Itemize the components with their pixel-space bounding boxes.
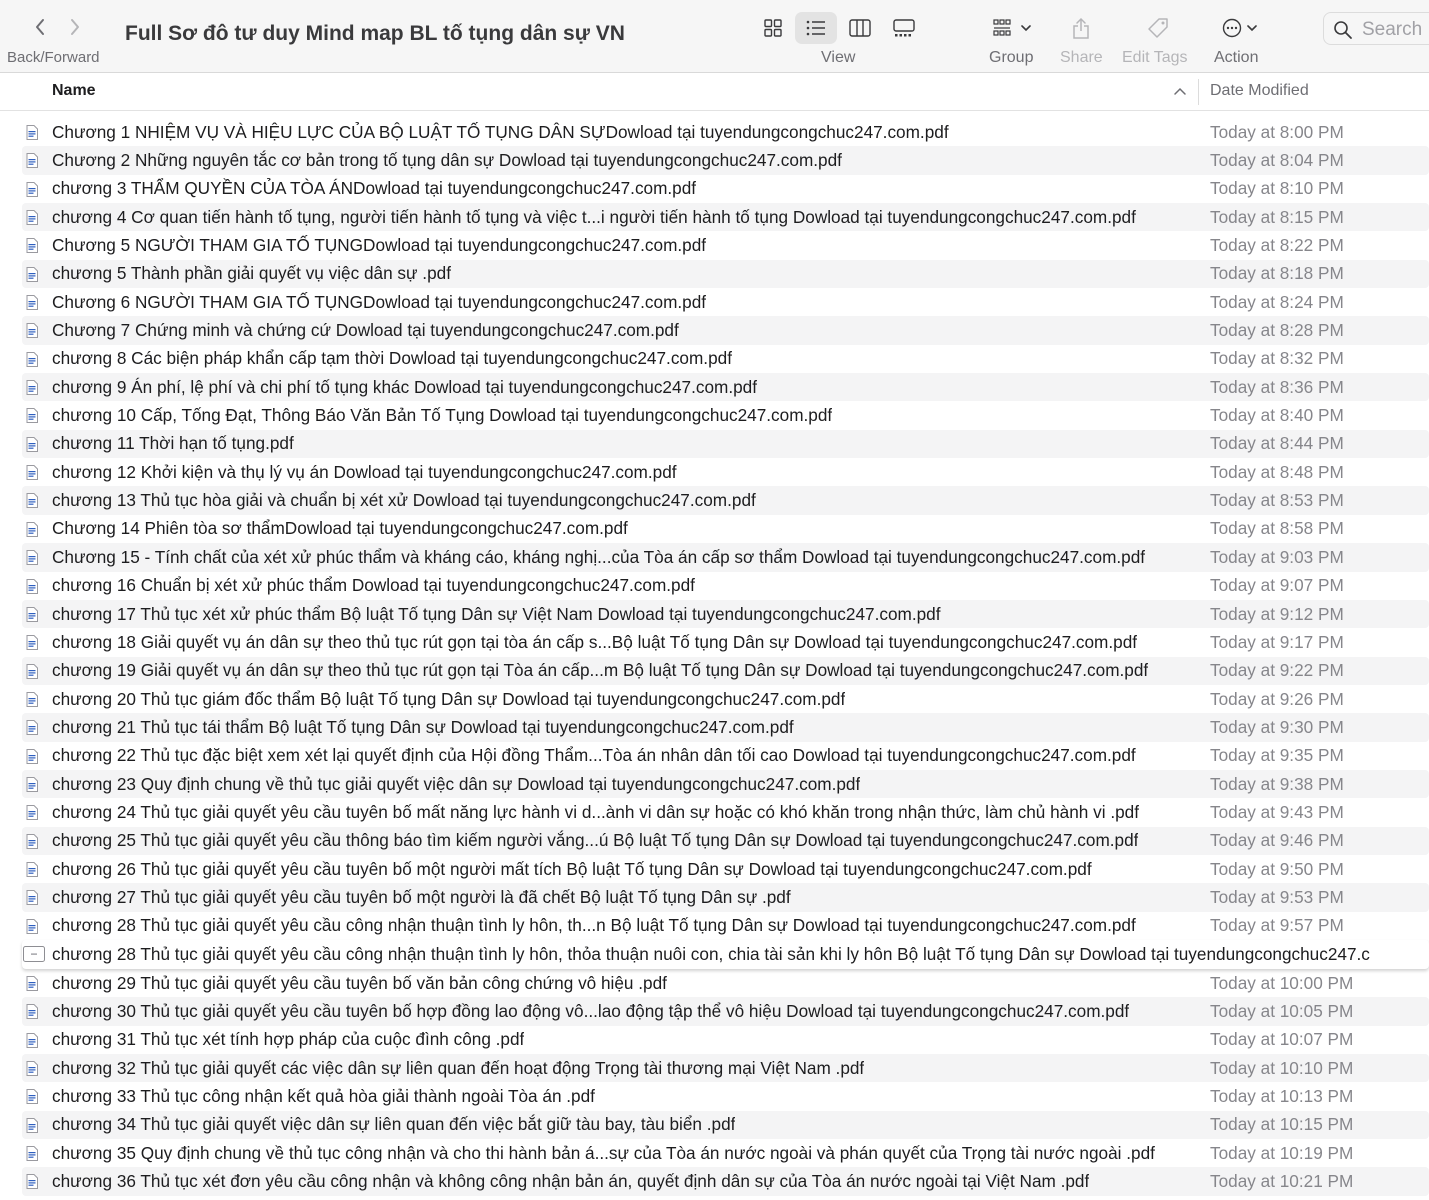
- file-row[interactable]: [22, 969, 1429, 997]
- ellipsis-circle-icon: [1222, 18, 1242, 38]
- file-name: chương 19 Giải quyết vụ án dân sự theo thủ tục rút gọn tại Tòa án cấp...m Bộ luật Tố tụng Dân sự Dowload tại tuyendungcongchuc247.com.pdf: [52, 660, 1149, 681]
- file-date-modified: Today at 9:43 PM: [1210, 801, 1344, 822]
- file-row[interactable]: [22, 1167, 1429, 1195]
- pdf-file-icon: [26, 579, 38, 594]
- file-date-modified: Today at 9:26 PM: [1210, 688, 1344, 709]
- file-name: chương 30 Thủ tục giải quyết yêu cầu tuyên bố hợp đồng lao động vô...lao động tập thể vô hiệu Dowload tại tuyendungcongchuc247.com.pdf: [52, 1000, 1130, 1021]
- search-icon: [1333, 20, 1353, 40]
- file-name: Chương 2 Những nguyên tắc cơ bản trong tố tụng dân sự Dowload tại tuyendungcongchuc247.com.pdf: [52, 150, 842, 171]
- pdf-file-icon: [26, 550, 38, 565]
- pdf-file-icon: [26, 1089, 38, 1104]
- gallery-icon: [893, 19, 915, 37]
- column-divider[interactable]: [1198, 79, 1199, 105]
- file-row[interactable]: [22, 997, 1429, 1025]
- file-date-modified: Today at 10:13 PM: [1210, 1086, 1354, 1107]
- action-caption: Action: [1214, 49, 1259, 66]
- file-name: chương 24 Thủ tục giải quyết yêu cầu tuyên bố mất năng lực hành vi d...ành vi dân sự hoặc có khó khăn trong nhận thức, làm chủ hành vi .pdf: [52, 801, 1139, 822]
- pdf-file-icon: [26, 919, 38, 934]
- file-date-modified: Today at 10:15 PM: [1210, 1114, 1354, 1135]
- file-date-modified: Today at 8:18 PM: [1210, 263, 1344, 284]
- pdf-file-icon: [26, 408, 38, 423]
- pdf-file-icon: [26, 238, 38, 253]
- file-date-modified: Today at 8:58 PM: [1210, 518, 1344, 539]
- pdf-file-icon: [26, 862, 38, 877]
- file-row[interactable]: [22, 175, 1429, 203]
- group-button[interactable]: [988, 12, 1036, 44]
- file-row[interactable]: [22, 146, 1429, 174]
- file-name: chương 32 Thủ tục giải quyết các việc dân sự liên quan đến hoạt động Trọng tài thương mại Việt Nam .pdf: [52, 1057, 865, 1078]
- search-field[interactable]: [1323, 12, 1429, 45]
- pdf-file-icon: [26, 635, 38, 650]
- file-date-modified: Today at 8:44 PM: [1210, 433, 1344, 454]
- pdf-file-icon: [26, 1061, 38, 1076]
- file-row[interactable]: [22, 940, 1429, 969]
- view-caption: View: [821, 49, 856, 66]
- file-row[interactable]: [22, 118, 1429, 146]
- file-row[interactable]: [22, 657, 1429, 685]
- name-column-header[interactable]: Name: [52, 82, 96, 99]
- file-name: chương 22 Thủ tục đặc biệt xem xét lại quyết định của Hội đồng Thẩm...Tòa án nhân dân tối cao Dowload tại tuyendungcongchuc247.com.pdf: [52, 745, 1136, 766]
- pdf-file-icon: [26, 182, 38, 197]
- file-date-modified: Today at 8:15 PM: [1210, 206, 1344, 227]
- file-row[interactable]: [22, 458, 1429, 486]
- pdf-file-icon: [26, 720, 38, 735]
- file-name: chương 9 Án phí, lệ phí và chi phí tố tụng khác Dowload tại tuyendungcongchuc247.com.pdf: [52, 376, 758, 397]
- back-forward-caption: Back/Forward: [7, 49, 100, 66]
- icon-view-button[interactable]: [756, 12, 790, 44]
- file-date-modified: Today at 9:07 PM: [1210, 575, 1344, 596]
- share-icon: [1072, 17, 1090, 39]
- file-date-modified: Today at 9:22 PM: [1210, 660, 1344, 681]
- pdf-file-icon: [26, 352, 38, 367]
- pdf-file-icon: [26, 805, 38, 820]
- file-name: Chương 5 NGƯỜI THAM GIA TỐ TỤNGDowload tại tuyendungcongchuc247.com.pdf: [52, 235, 707, 256]
- file-date-modified: Today at 9:53 PM: [1210, 886, 1344, 907]
- file-date-modified: Today at 10:21 PM: [1210, 1171, 1354, 1192]
- file-name: chương 18 Giải quyết vụ án dân sự theo thủ tục rút gọn tại tòa án cấp s...Bộ luật Tố tụng Dân sự Dowload tại tuyendungcongchuc247.com.pdf: [52, 631, 1138, 652]
- group-caption: Group: [989, 49, 1034, 66]
- file-date-modified: Today at 9:17 PM: [1210, 631, 1344, 652]
- file-name: Chương 15 - Tính chất của xét xử phúc thẩm và kháng cáo, kháng nghị...của Tòa án cấp sơ thẩm Dowload tại tuyendungcongchuc247.com.pdf: [52, 546, 1146, 567]
- pdf-file-icon: [26, 664, 38, 679]
- file-date-modified: Today at 8:40 PM: [1210, 405, 1344, 426]
- list-icon: [806, 20, 826, 36]
- column-header: [0, 73, 1429, 111]
- share-caption: Share: [1060, 49, 1103, 66]
- file-date-modified: Today at 8:24 PM: [1210, 291, 1344, 312]
- file-list: [0, 118, 1429, 1196]
- file-date-modified: Today at 8:00 PM: [1210, 121, 1344, 142]
- file-name: chương 26 Thủ tục giải quyết yêu cầu tuyên bố một người mất tích Bộ luật Tố tụng Dân sự Dowload tại tuyendungcongchuc247.com.pdf: [52, 858, 1092, 879]
- file-row[interactable]: [22, 1054, 1429, 1082]
- file-name: Chương 7 Chứng minh và chứng cứ Dowload tại tuyendungcongchuc247.com.pdf: [52, 320, 679, 341]
- pdf-file-icon: [26, 749, 38, 764]
- file-row[interactable]: [22, 1139, 1429, 1167]
- pdf-file-icon: [26, 890, 38, 905]
- file-name: chương 13 Thủ tục hòa giải và chuẩn bị xét xử Dowload tại tuyendungcongchuc247.com.pdf: [52, 490, 756, 511]
- file-date-modified: Today at 8:32 PM: [1210, 348, 1344, 369]
- pdf-file-icon: [26, 777, 38, 792]
- pdf-file-icon: [26, 834, 38, 849]
- pdf-file-icon: [26, 125, 38, 140]
- file-name: chương 27 Thủ tục giải quyết yêu cầu tuyên bố một người là đã chết Bộ luật Tố tụng Dân sự .pdf: [52, 886, 791, 907]
- file-name: chương 35 Quy định chung về thủ tục công nhận và cho thi hành bản á...sự của Tòa án nước ngoài và phán quyết của Trọng tài nước ngoài .pdf: [52, 1142, 1155, 1163]
- file-row[interactable]: [22, 231, 1429, 259]
- file-date-modified: Today at 8:36 PM: [1210, 376, 1344, 397]
- file-date-modified: Today at 9:30 PM: [1210, 716, 1344, 737]
- file-name: chương 20 Thủ tục giám đốc thẩm Bộ luật Tố tụng Dân sự Dowload tại tuyendungcongchuc247.com.pdf: [52, 688, 846, 709]
- tag-icon: [1147, 17, 1169, 39]
- file-row[interactable]: [22, 572, 1429, 600]
- pdf-file-icon: [26, 607, 38, 622]
- file-date-modified: Today at 10:10 PM: [1210, 1057, 1354, 1078]
- file-row[interactable]: [22, 912, 1429, 940]
- columns-icon: [849, 19, 871, 37]
- file-date-modified: Today at 9:12 PM: [1210, 603, 1344, 624]
- file-row[interactable]: [22, 430, 1429, 458]
- pdf-file-icon: [26, 692, 38, 707]
- file-name: chương 33 Thủ tục công nhận kết quả hòa giải thành ngoài Tòa án .pdf: [52, 1086, 595, 1107]
- file-name: chương 36 Thủ tục xét đơn yêu cầu công nhận và không công nhận bản án, quyết định dân sự của Tòa án nước ngoài tại Việt Nam .pdf: [52, 1171, 1090, 1192]
- file-name: chương 4 Cơ quan tiến hành tố tụng, người tiến hành tố tụng và việc t...i người tiến hành tố tụng Dowload tại tuyendungcongchuc247.com.pdf: [52, 206, 1136, 227]
- file-date-modified: Today at 8:10 PM: [1210, 178, 1344, 199]
- file-row[interactable]: [22, 260, 1429, 288]
- file-row[interactable]: [22, 486, 1429, 514]
- forward-button[interactable]: [62, 14, 88, 40]
- share-button[interactable]: [1066, 12, 1096, 44]
- pdf-file-icon: [26, 1174, 38, 1189]
- file-row[interactable]: [22, 600, 1429, 628]
- file-name: chương 12 Khởi kiện và thụ lý vụ án Dowload tại tuyendungcongchuc247.com.pdf: [52, 461, 677, 482]
- search-placeholder: Search: [1362, 19, 1423, 40]
- file-row[interactable]: [22, 203, 1429, 231]
- file-name: chương 5 Thành phần giải quyết vụ việc dân sự .pdf: [52, 263, 451, 284]
- file-name: chương 25 Thủ tục giải quyết yêu cầu thông báo tìm kiếm người vắng...ú Bộ luật Tố tụng Dân sự Dowload tại tuyendungcongchuc247.com.pdf: [52, 830, 1139, 851]
- toolbar: [0, 0, 1429, 73]
- chevron-right-icon: [69, 18, 81, 36]
- edit-tags-caption: Edit Tags: [1122, 49, 1188, 66]
- pdf-file-icon: [26, 153, 38, 168]
- pdf-file-icon: [26, 1118, 38, 1133]
- edit-tags-button[interactable]: [1143, 12, 1173, 44]
- file-date-modified: Today at 9:46 PM: [1210, 830, 1344, 851]
- file-row[interactable]: [22, 316, 1429, 344]
- file-row[interactable]: [22, 543, 1429, 571]
- file-name: chương 28 Thủ tục giải quyết yêu cầu công nhận thuận tình ly hôn, th...n Bộ luật Tố tụng Dân sự Dowload tại tuyendungcongchuc247.com.pdf: [52, 915, 1136, 936]
- date-modified-column-header[interactable]: Date Modified: [1210, 82, 1309, 99]
- file-name: Chương 1 NHIỆM VỤ VÀ HIỆU LỰC CỦA BỘ LUẬT TỐ TỤNG DÂN SỰDowload tại tuyendungcongchuc247.com.pdf: [52, 121, 949, 142]
- file-date-modified: Today at 9:57 PM: [1210, 915, 1344, 936]
- file-date-modified: Today at 9:03 PM: [1210, 546, 1344, 567]
- file-date-modified: Today at 8:22 PM: [1210, 235, 1344, 256]
- chevron-left-icon: [34, 18, 46, 36]
- file-date-modified: Today at 8:04 PM: [1210, 150, 1344, 171]
- pdf-file-icon: [26, 267, 38, 282]
- group-icon: [993, 19, 1017, 37]
- pdf-file-icon: [26, 465, 38, 480]
- column-view-button[interactable]: [842, 12, 878, 44]
- pdf-file-icon: [26, 1033, 38, 1048]
- file-name: chương 31 Thủ tục xét tính hợp pháp của cuộc đình công .pdf: [52, 1029, 525, 1050]
- sort-ascending-icon[interactable]: [1173, 86, 1187, 96]
- file-name: Chương 6 NGƯỜI THAM GIA TỐ TỤNGDowload tại tuyendungcongchuc247.com.pdf: [52, 291, 707, 312]
- pdf-file-icon: [26, 295, 38, 310]
- document-icon: [23, 946, 45, 962]
- file-row[interactable]: [22, 827, 1429, 855]
- file-row[interactable]: [22, 770, 1429, 798]
- file-row[interactable]: [22, 628, 1429, 656]
- file-name: chương 23 Quy định chung về thủ tục giải quyết việc dân sự Dowload tại tuyendungcongchuc247.com.pdf: [52, 773, 861, 794]
- file-row[interactable]: [22, 1026, 1429, 1054]
- file-name: chương 34 Thủ tục giải quyết việc dân sự liên quan đến việc bắt giữ tàu bay, tàu biển .pdf: [52, 1114, 736, 1135]
- file-name: chương 10 Cấp, Tống Đạt, Thông Báo Văn Bản Tố Tụng Dowload tại tuyendungcongchuc247.com.pdf: [52, 405, 833, 426]
- list-view-button[interactable]: [795, 12, 837, 44]
- file-row[interactable]: [22, 855, 1429, 883]
- pdf-file-icon: [26, 493, 38, 508]
- file-name: chương 16 Chuẩn bị xét xử phúc thẩm Dowload tại tuyendungcongchuc247.com.pdf: [52, 575, 695, 596]
- pdf-file-icon: [26, 1146, 38, 1161]
- file-row[interactable]: [22, 345, 1429, 373]
- pdf-file-icon: [26, 210, 38, 225]
- file-name: chương 8 Các biện pháp khẩn cấp tạm thời Dowload tại tuyendungcongchuc247.com.pdf: [52, 348, 732, 369]
- file-date-modified: Today at 10:19 PM: [1210, 1142, 1354, 1163]
- pdf-file-icon: [26, 1004, 38, 1019]
- file-row[interactable]: [22, 883, 1429, 911]
- pdf-file-icon: [26, 522, 38, 537]
- file-row[interactable]: [22, 373, 1429, 401]
- file-row[interactable]: [22, 401, 1429, 429]
- file-name: Chương 14 Phiên tòa sơ thẩmDowload tại tuyendungcongchuc247.com.pdf: [52, 518, 628, 539]
- file-date-modified: Today at 8:48 PM: [1210, 461, 1344, 482]
- file-row[interactable]: [22, 798, 1429, 826]
- window-title: Full Sơ đô tư duy Mind map BL tố tụng dân sự VN: [125, 22, 625, 45]
- file-date-modified: Today at 8:28 PM: [1210, 320, 1344, 341]
- back-button[interactable]: [27, 14, 53, 40]
- file-name: chương 17 Thủ tục xét xử phúc thẩm Bộ luật Tố tụng Dân sự Việt Nam Dowload tại tuyendungcongchuc247.com.pdf: [52, 603, 941, 624]
- chevron-down-icon: [1021, 24, 1031, 32]
- gallery-view-button[interactable]: [886, 12, 922, 44]
- file-row[interactable]: [22, 288, 1429, 316]
- file-name: chương 3 THẨM QUYỀN CỦA TÒA ÁNDowload tại tuyendungcongchuc247.com.pdf: [52, 178, 697, 199]
- file-date-modified: Today at 9:38 PM: [1210, 773, 1344, 794]
- pdf-file-icon: [26, 323, 38, 338]
- pdf-file-icon: [26, 976, 38, 991]
- file-name[interactable]: chương 28 Thủ tục giải quyết yêu cầu công nhận thuận tình ly hôn, thỏa thuận nuôi con, chia tài sản khi ly hôn Bộ luật Tố tụng Dân sự Dowload tại tuyendungcongchuc247.c: [52, 943, 1370, 964]
- file-row[interactable]: [22, 685, 1429, 713]
- action-button[interactable]: [1216, 12, 1262, 44]
- file-date-modified: Today at 8:53 PM: [1210, 490, 1344, 511]
- grid-icon: [764, 19, 782, 37]
- file-date-modified: Today at 10:05 PM: [1210, 1000, 1354, 1021]
- pdf-file-icon: [26, 437, 38, 452]
- file-name: chương 29 Thủ tục giải quyết yêu cầu tuyên bố văn bản công chứng vô hiệu .pdf: [52, 972, 667, 993]
- file-row[interactable]: [22, 515, 1429, 543]
- chevron-down-icon: [1247, 24, 1257, 32]
- file-row[interactable]: [22, 1111, 1429, 1139]
- file-row[interactable]: [22, 1082, 1429, 1110]
- file-date-modified: Today at 9:35 PM: [1210, 745, 1344, 766]
- file-date-modified: Today at 10:07 PM: [1210, 1029, 1354, 1050]
- file-date-modified: Today at 9:50 PM: [1210, 858, 1344, 879]
- file-row[interactable]: [22, 713, 1429, 741]
- file-date-modified: Today at 10:00 PM: [1210, 972, 1354, 993]
- file-row[interactable]: [22, 742, 1429, 770]
- pdf-file-icon: [26, 380, 38, 395]
- file-name: chương 21 Thủ tục tái thẩm Bộ luật Tố tụng Dân sự Dowload tại tuyendungcongchuc247.com.pdf: [52, 716, 794, 737]
- file-name: chương 11 Thời hạn tố tụng.pdf: [52, 433, 294, 454]
